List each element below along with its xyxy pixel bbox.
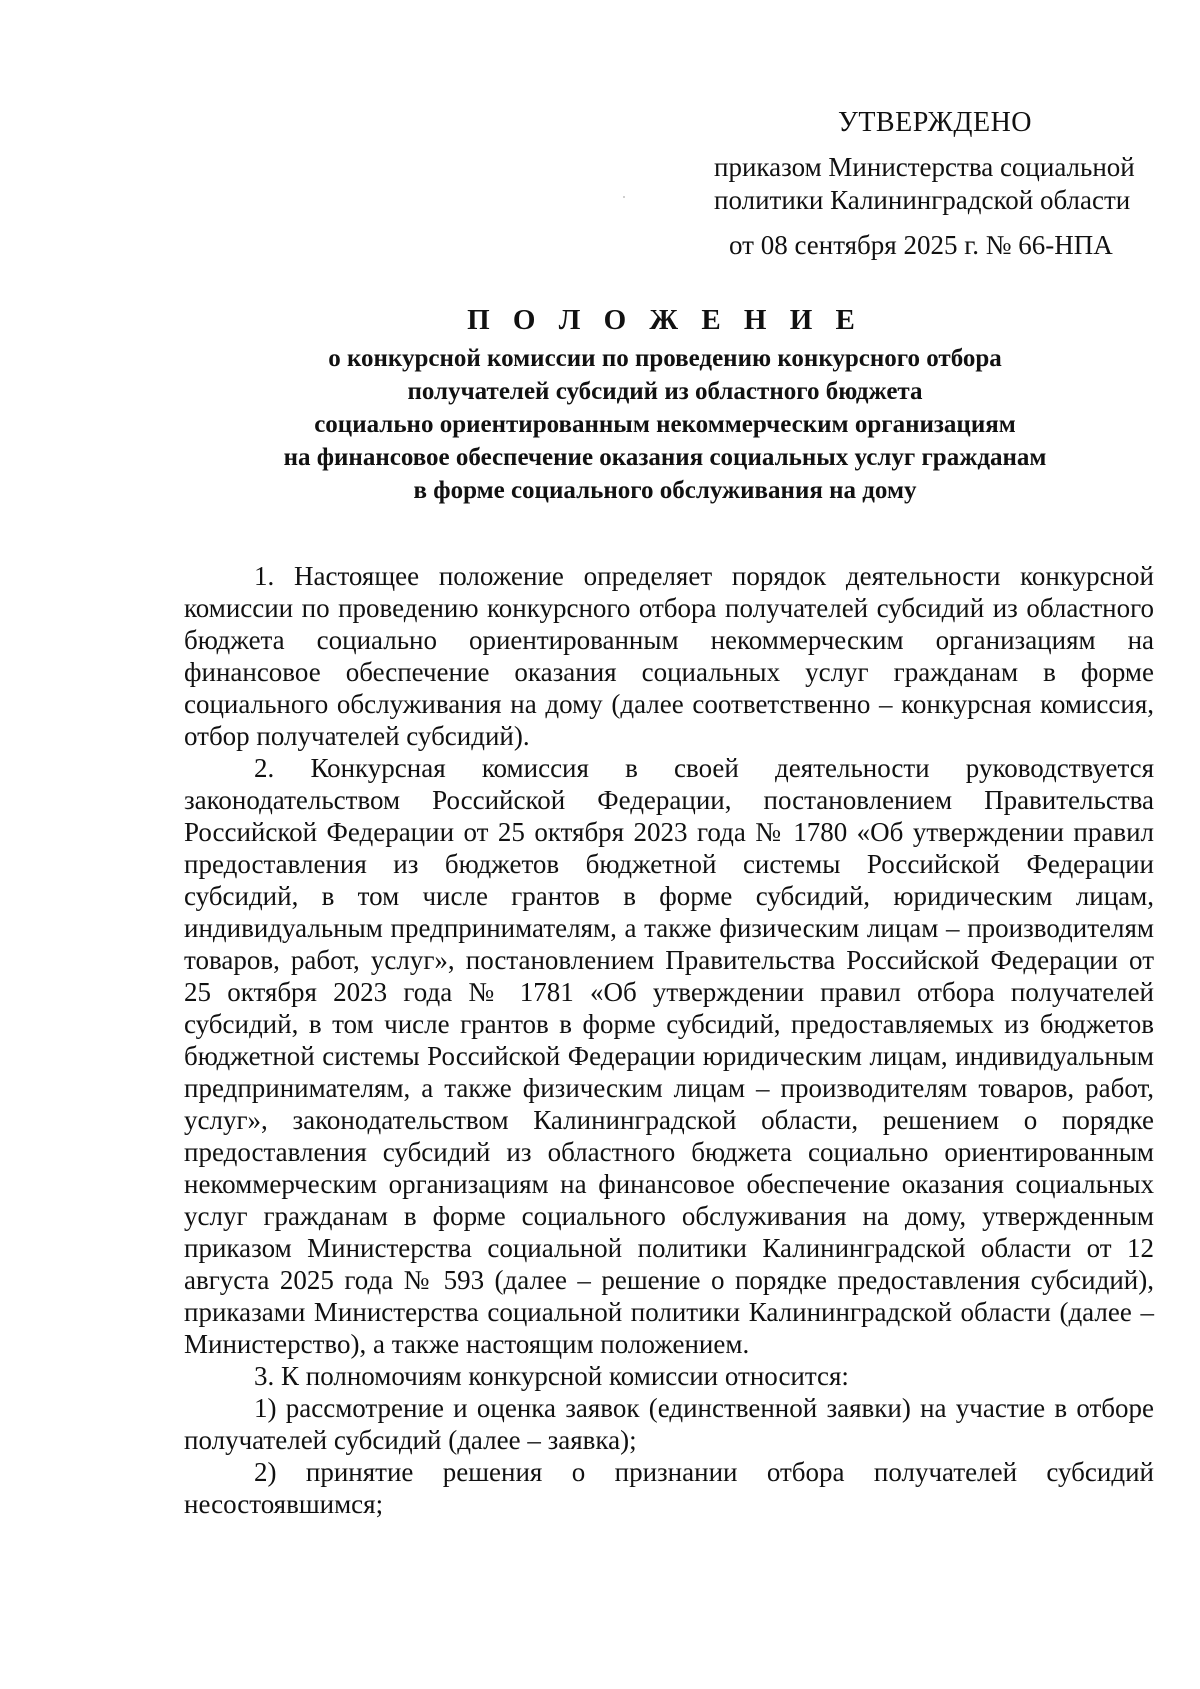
- document-body: [184, 560, 1154, 1520]
- paragraph-3-item-1: 1) рассмотрение и оценка заявок (единственной заявки) на участие в отборе получателей субсидий (далее – заявка);: [184, 1393, 1154, 1455]
- approval-date: от 08 сентября 2025 г. № 66-НПА: [729, 230, 1113, 260]
- scan-speck: [623, 196, 625, 198]
- paragraph-2: 2. Конкурсная комиссия в своей деятельности руководствуется законодательством Российской Федерации, постановлением Правительства Российской Федерации от 25 октября 2023 года № 1780 «Об утверждении правил предоставления из бюджетов бюджетной системы Российской Федерации субсидий, в том числе грантов в форме субсидий, юридическим лицам, индивидуальным предпринимателям, а также физическим лицам – производителям товаров, работ, услуг», постановлением Правительства Российской Федерации от 25 октября 2023 года № 1781 «Об утверждении правил отбора получателей субсидий, в том числе грантов в форме субсидий, предоставляемых из бюджетов бюджетной системы Российской Федерации юридическим лицам, индивидуальным предпринимателям, а также физическим лицам – производителям товаров, работ, услуг», законодательством Калининградской области, решением о порядке предоставления субсидий из областного бюджета социально ориентированным некоммерческим организациям на финансовое обеспечение оказания социальных услуг гражданам в форме социального обслуживания на дому, утвержденным приказом Министерства социальной политики Калининградской области от 12 августа 2025 года № 593 (далее – решение о порядке предоставления субсидий), приказами Министерства социальной политики Калининградской области (далее – Министерство), а также настоящим положением.: [184, 753, 1154, 1359]
- paragraph-3: 3. К полномочиям конкурсной комиссии относится:: [254, 1361, 849, 1391]
- document-title: П О Л О Ж Е Н И Е: [467, 304, 863, 336]
- document-subtitle-line: получателей субсидий из областного бюджета: [407, 378, 923, 405]
- paragraph-1: 1. Настоящее положение определяет порядок деятельности конкурсной комиссии по проведению конкурсного отбора получателей субсидий из областного бюджета социально ориентированным некоммерческим организациям на финансовое обеспечение оказания социальных услуг гражданам в форме социального обслуживания на дому (далее соответственно – конкурсная комиссия, отбор получателей субсидий).: [184, 561, 1154, 751]
- approval-title: УТВЕРЖДЕНО: [838, 107, 1033, 138]
- document-subtitle-line: о конкурсной комиссии по проведению конкурсного отбора: [328, 345, 1002, 372]
- document-subtitle-line: в форме социального обслуживания на дому: [413, 477, 917, 504]
- document-subtitle-line: социально ориентированным некоммерческим организациям: [314, 411, 1016, 438]
- document-subtitle-line: на финансовое обеспечение оказания социальных услуг гражданам: [283, 444, 1047, 471]
- document-title-block: [170, 302, 1160, 507]
- paragraph-3-item-2: 2) принятие решения о признании отбора получателей субсидий несостоявшимся;: [184, 1457, 1154, 1519]
- approval-stamp: [714, 106, 1174, 262]
- approval-line: политики Калининградской области: [714, 185, 1131, 215]
- approval-line: приказом Министерства социальной: [714, 152, 1135, 182]
